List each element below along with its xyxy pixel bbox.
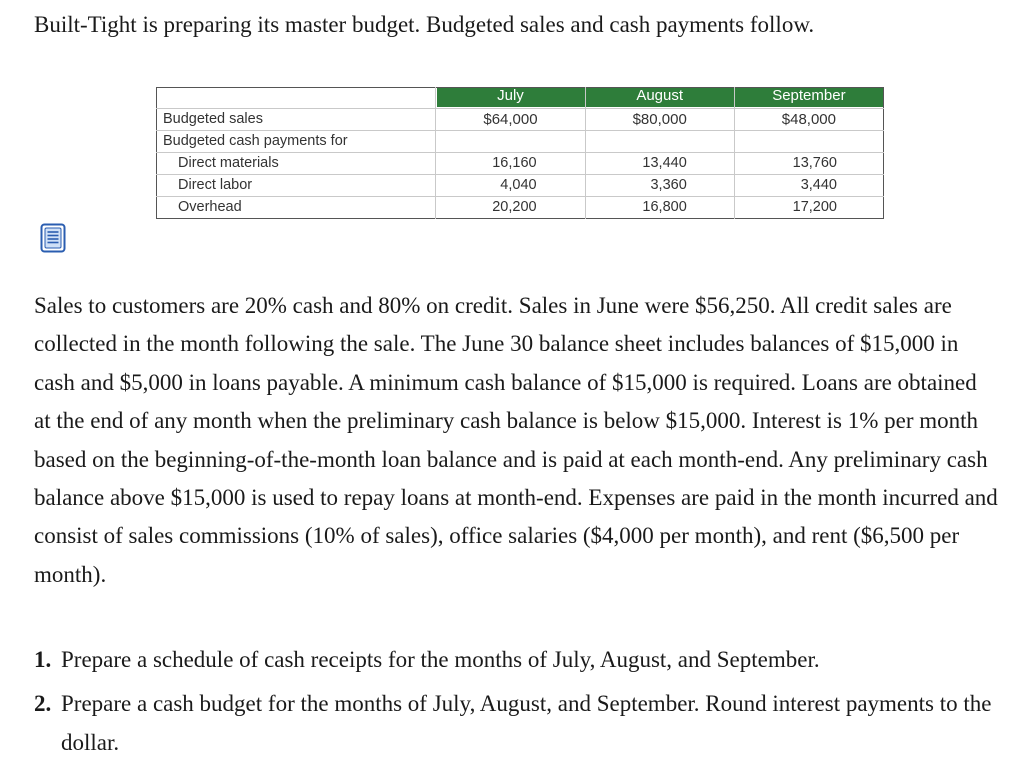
row-label: Overhead — [157, 197, 436, 219]
cell-value: $64,000 — [436, 109, 585, 131]
table-row-overhead — [157, 197, 884, 219]
cell-value: 16,800 — [585, 197, 734, 219]
document-icon-graphic — [40, 223, 66, 253]
table-row-direct-materials — [157, 153, 884, 175]
table-row-cash-payments-heading — [157, 131, 884, 153]
problem-description: Sales to customers are 20% cash and 80% on credit. Sales in June were $56,250. All credit sales are collected in the month following the sale. The June 30 balance sheet includes balances of $15,000 in cash and $5,000 in loans payable. A minimum cash balance of $15,000 is required. Loans are obtained at the end of any month when the preliminary cash balance is below $15,000. Interest is 1% per month based on the beginning-of-the-month loan balance and is paid at each month-end. Any preliminary cash balance above $15,000 is used to repay loans at month-end. Expenses are paid in the month incurred and consist of sales commissions (10% of sales), office salaries ($4,000 per month), and rent ($6,500 per month). — [34, 293, 998, 587]
row-label: Direct labor — [157, 175, 436, 197]
row-label: Budgeted cash payments for — [157, 131, 436, 153]
document-icon[interactable] — [40, 223, 66, 253]
row-label: Direct materials — [157, 153, 436, 175]
budget-table — [156, 87, 884, 219]
month-header-august: August — [585, 88, 734, 109]
cell-value: $80,000 — [585, 109, 734, 131]
cell-value: 16,160 — [436, 153, 585, 175]
header-empty-cell — [157, 88, 436, 109]
table-header-row — [157, 88, 884, 109]
cell-value: 13,440 — [585, 153, 734, 175]
cell-value — [585, 131, 734, 153]
question-item — [34, 640, 999, 679]
cell-value — [436, 131, 585, 153]
question-list — [34, 640, 999, 767]
cell-value: 13,760 — [734, 153, 883, 175]
question-number: 1. — [34, 647, 52, 672]
table-row-budgeted-sales — [157, 109, 884, 131]
question-item — [34, 684, 999, 762]
intro-text: Built-Tight is preparing its master budget. Budgeted sales and cash payments follow. — [34, 12, 815, 37]
month-header-september: September — [734, 88, 883, 109]
cell-value: 20,200 — [436, 197, 585, 219]
cell-value: 3,360 — [585, 175, 734, 197]
cell-value: 3,440 — [734, 175, 883, 197]
question-number: 2. — [34, 691, 52, 716]
cell-value: 17,200 — [792, 199, 837, 215]
month-header-july: July — [436, 88, 585, 109]
cell-value — [734, 131, 883, 153]
row-label: Budgeted sales — [157, 109, 436, 131]
cell-value: 4,040 — [436, 175, 585, 197]
question-text: Prepare a schedule of cash receipts for the months of July, August, and September. — [61, 647, 820, 672]
question-text: Prepare a cash budget for the months of July, August, and September. Round interest payments to the dollar. — [61, 691, 992, 755]
table-row-direct-labor — [157, 175, 884, 197]
cell-value: $48,000 — [734, 109, 883, 131]
